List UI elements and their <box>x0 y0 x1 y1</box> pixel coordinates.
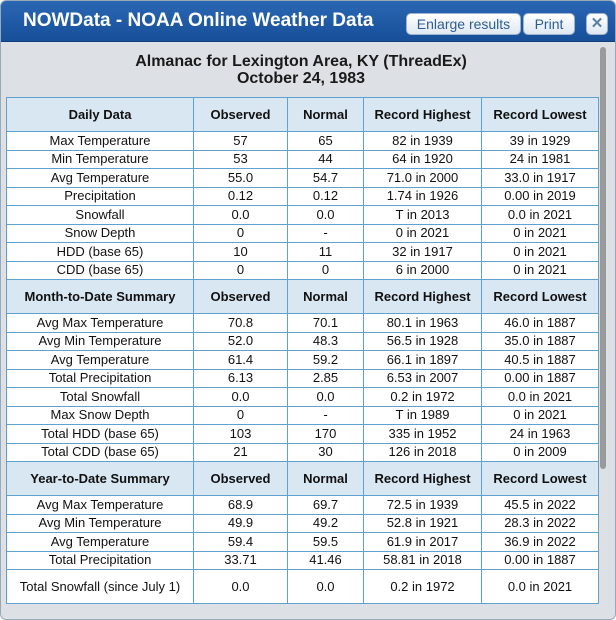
table-cell: 0 in 2021 <box>364 224 482 243</box>
row-label: Avg Min Temperature <box>7 514 194 533</box>
table-cell: 0.0 in 2021 <box>482 388 599 407</box>
table-row <box>7 570 599 604</box>
column-header: Record Lowest <box>482 98 599 132</box>
report-title: Almanac for Lexington Area, KY (ThreadEx) <box>135 53 467 70</box>
table-cell: 0.0 <box>194 388 288 407</box>
table-cell: T in 1989 <box>364 406 482 425</box>
close-icon[interactable]: ✕ <box>586 13 608 35</box>
row-label: Total Precipitation <box>7 551 194 570</box>
table-cell: 0.0 <box>288 206 364 225</box>
table-cell: 0.00 in 2019 <box>482 187 599 206</box>
row-label: Max Snow Depth <box>7 406 194 425</box>
table-cell: 0.2 in 1972 <box>364 388 482 407</box>
table-cell: 0.0 <box>288 388 364 407</box>
row-label: Total Snowfall (since July 1) <box>7 570 194 604</box>
table-row <box>7 406 599 425</box>
table-cell: 0 <box>288 261 364 280</box>
table-row <box>7 261 599 280</box>
row-label: Min Temperature <box>7 150 194 169</box>
column-header: Normal <box>288 280 364 314</box>
table-cell: 48.3 <box>288 332 364 351</box>
table-cell: 0.0 in 2021 <box>482 206 599 225</box>
table-cell: 54.7 <box>288 169 364 188</box>
table-cell: 59.2 <box>288 351 364 370</box>
table-cell: 0.12 <box>288 187 364 206</box>
table-cell: 33.71 <box>194 551 288 570</box>
row-label: CDD (base 65) <box>7 261 194 280</box>
table-cell: 45.5 in 2022 <box>482 496 599 515</box>
table-cell: 0.0 <box>194 206 288 225</box>
table-cell: 2.85 <box>288 369 364 388</box>
table-cell: 69.7 <box>288 496 364 515</box>
scrollbar-thumb[interactable] <box>600 47 606 469</box>
title-bar <box>1 1 615 42</box>
table-cell: 30 <box>288 443 364 462</box>
column-header: Record Highest <box>364 98 482 132</box>
table-cell: 28.3 in 2022 <box>482 514 599 533</box>
column-header: Record Lowest <box>482 462 599 496</box>
table-cell: 0 <box>194 224 288 243</box>
table-cell: 21 <box>194 443 288 462</box>
table-cell: 82 in 1939 <box>364 132 482 151</box>
table-row <box>7 533 599 552</box>
table-cell: 49.2 <box>288 514 364 533</box>
table-cell: 72.5 in 1939 <box>364 496 482 515</box>
table-cell: 49.9 <box>194 514 288 533</box>
table-cell: 68.9 <box>194 496 288 515</box>
table-cell: 70.8 <box>194 314 288 333</box>
row-label: Total Precipitation <box>7 369 194 388</box>
row-label: Avg Max Temperature <box>7 314 194 333</box>
table-cell: 0.00 in 1887 <box>482 551 599 570</box>
row-label: Avg Temperature <box>7 169 194 188</box>
table-row <box>7 514 599 533</box>
table-cell: 32 in 1917 <box>364 243 482 262</box>
section-header-row <box>7 462 599 496</box>
table-cell: 80.1 in 1963 <box>364 314 482 333</box>
table-cell: - <box>288 406 364 425</box>
table-cell: 0 in 2021 <box>482 224 599 243</box>
table-cell: 65 <box>288 132 364 151</box>
table-cell: 56.5 in 1928 <box>364 332 482 351</box>
table-cell: 24 in 1981 <box>482 150 599 169</box>
table-cell: 1.74 in 1926 <box>364 187 482 206</box>
table-row <box>7 169 599 188</box>
table-cell: 10 <box>194 243 288 262</box>
print-button[interactable]: Print <box>523 13 575 35</box>
section-header-row <box>7 280 599 314</box>
column-header: Normal <box>288 98 364 132</box>
table-cell: 46.0 in 1887 <box>482 314 599 333</box>
window-title: NOWData - NOAA Online Weather Data <box>23 10 374 31</box>
column-header: Observed <box>194 462 288 496</box>
table-cell: - <box>288 224 364 243</box>
table-cell: 59.4 <box>194 533 288 552</box>
table-cell: 0 in 2009 <box>482 443 599 462</box>
table-cell: 35.0 in 1887 <box>482 332 599 351</box>
vertical-scrollbar[interactable] <box>600 45 608 615</box>
column-header: Observed <box>194 98 288 132</box>
table-row <box>7 496 599 515</box>
table-cell: 0.12 <box>194 187 288 206</box>
table-cell: 126 in 2018 <box>364 443 482 462</box>
table-cell: 52.0 <box>194 332 288 351</box>
row-label: HDD (base 65) <box>7 243 194 262</box>
row-label: Avg Temperature <box>7 351 194 370</box>
table-cell: 24 in 1963 <box>482 425 599 444</box>
table-cell: 64 in 1920 <box>364 150 482 169</box>
table-cell: 6.53 in 2007 <box>364 369 482 388</box>
section-header-row <box>7 98 599 132</box>
column-header: Year-to-Date Summary <box>7 462 194 496</box>
table-row <box>7 187 599 206</box>
table-row <box>7 443 599 462</box>
table-cell: 70.1 <box>288 314 364 333</box>
table-row <box>7 314 599 333</box>
row-label: Precipitation <box>7 187 194 206</box>
table-cell: 0 <box>194 261 288 280</box>
table-row <box>7 351 599 370</box>
table-row <box>7 425 599 444</box>
table-row <box>7 369 599 388</box>
row-label: Total HDD (base 65) <box>7 425 194 444</box>
column-header: Record Highest <box>364 462 482 496</box>
column-header: Observed <box>194 280 288 314</box>
table-cell: 52.8 in 1921 <box>364 514 482 533</box>
table-cell: 71.0 in 2000 <box>364 169 482 188</box>
table-cell: 61.4 <box>194 351 288 370</box>
report-date: October 24, 1983 <box>236 70 366 87</box>
table-cell: T in 2013 <box>364 206 482 225</box>
table-cell: 53 <box>194 150 288 169</box>
column-header: Normal <box>288 462 364 496</box>
table-cell: 103 <box>194 425 288 444</box>
table-cell: 11 <box>288 243 364 262</box>
row-label: Snowfall <box>7 206 194 225</box>
table-cell: 0 in 2021 <box>482 261 599 280</box>
report-heading <box>6 53 596 87</box>
table-cell: 0 in 2021 <box>482 243 599 262</box>
table-cell: 0.0 <box>194 570 288 604</box>
table-cell: 6 in 2000 <box>364 261 482 280</box>
table-cell: 39 in 1929 <box>482 132 599 151</box>
enlarge-results-button[interactable]: Enlarge results <box>406 13 521 35</box>
table-row <box>7 132 599 151</box>
table-row <box>7 224 599 243</box>
column-header: Month-to-Date Summary <box>7 280 194 314</box>
table-row <box>7 243 599 262</box>
table-cell: 170 <box>288 425 364 444</box>
table-row <box>7 388 599 407</box>
table-cell: 57 <box>194 132 288 151</box>
table-cell: 44 <box>288 150 364 169</box>
table-cell: 55.0 <box>194 169 288 188</box>
table-cell: 40.5 in 1887 <box>482 351 599 370</box>
table-row <box>7 206 599 225</box>
column-header: Record Highest <box>364 280 482 314</box>
table-cell: 0.0 in 2021 <box>482 570 599 604</box>
table-row <box>7 332 599 351</box>
row-label: Avg Temperature <box>7 533 194 552</box>
table-cell: 0.0 <box>288 570 364 604</box>
row-label: Avg Max Temperature <box>7 496 194 515</box>
row-label: Total CDD (base 65) <box>7 443 194 462</box>
table-cell: 335 in 1952 <box>364 425 482 444</box>
table-cell: 33.0 in 1917 <box>482 169 599 188</box>
table-cell: 58.81 in 2018 <box>364 551 482 570</box>
column-header: Daily Data <box>7 98 194 132</box>
table-cell: 6.13 <box>194 369 288 388</box>
table-cell: 0 <box>194 406 288 425</box>
row-label: Max Temperature <box>7 132 194 151</box>
row-label: Total Snowfall <box>7 388 194 407</box>
table-cell: 0 in 2021 <box>482 406 599 425</box>
table-cell: 0.2 in 1972 <box>364 570 482 604</box>
table-cell: 66.1 in 1897 <box>364 351 482 370</box>
table-cell: 61.9 in 2017 <box>364 533 482 552</box>
table-cell: 0.00 in 1887 <box>482 369 599 388</box>
almanac-table <box>6 97 599 604</box>
table-cell: 59.5 <box>288 533 364 552</box>
column-header: Record Lowest <box>482 280 599 314</box>
table-row <box>7 551 599 570</box>
results-panel <box>6 43 596 613</box>
row-label: Avg Min Temperature <box>7 332 194 351</box>
row-label: Snow Depth <box>7 224 194 243</box>
table-cell: 41.46 <box>288 551 364 570</box>
table-cell: 36.9 in 2022 <box>482 533 599 552</box>
table-row <box>7 150 599 169</box>
